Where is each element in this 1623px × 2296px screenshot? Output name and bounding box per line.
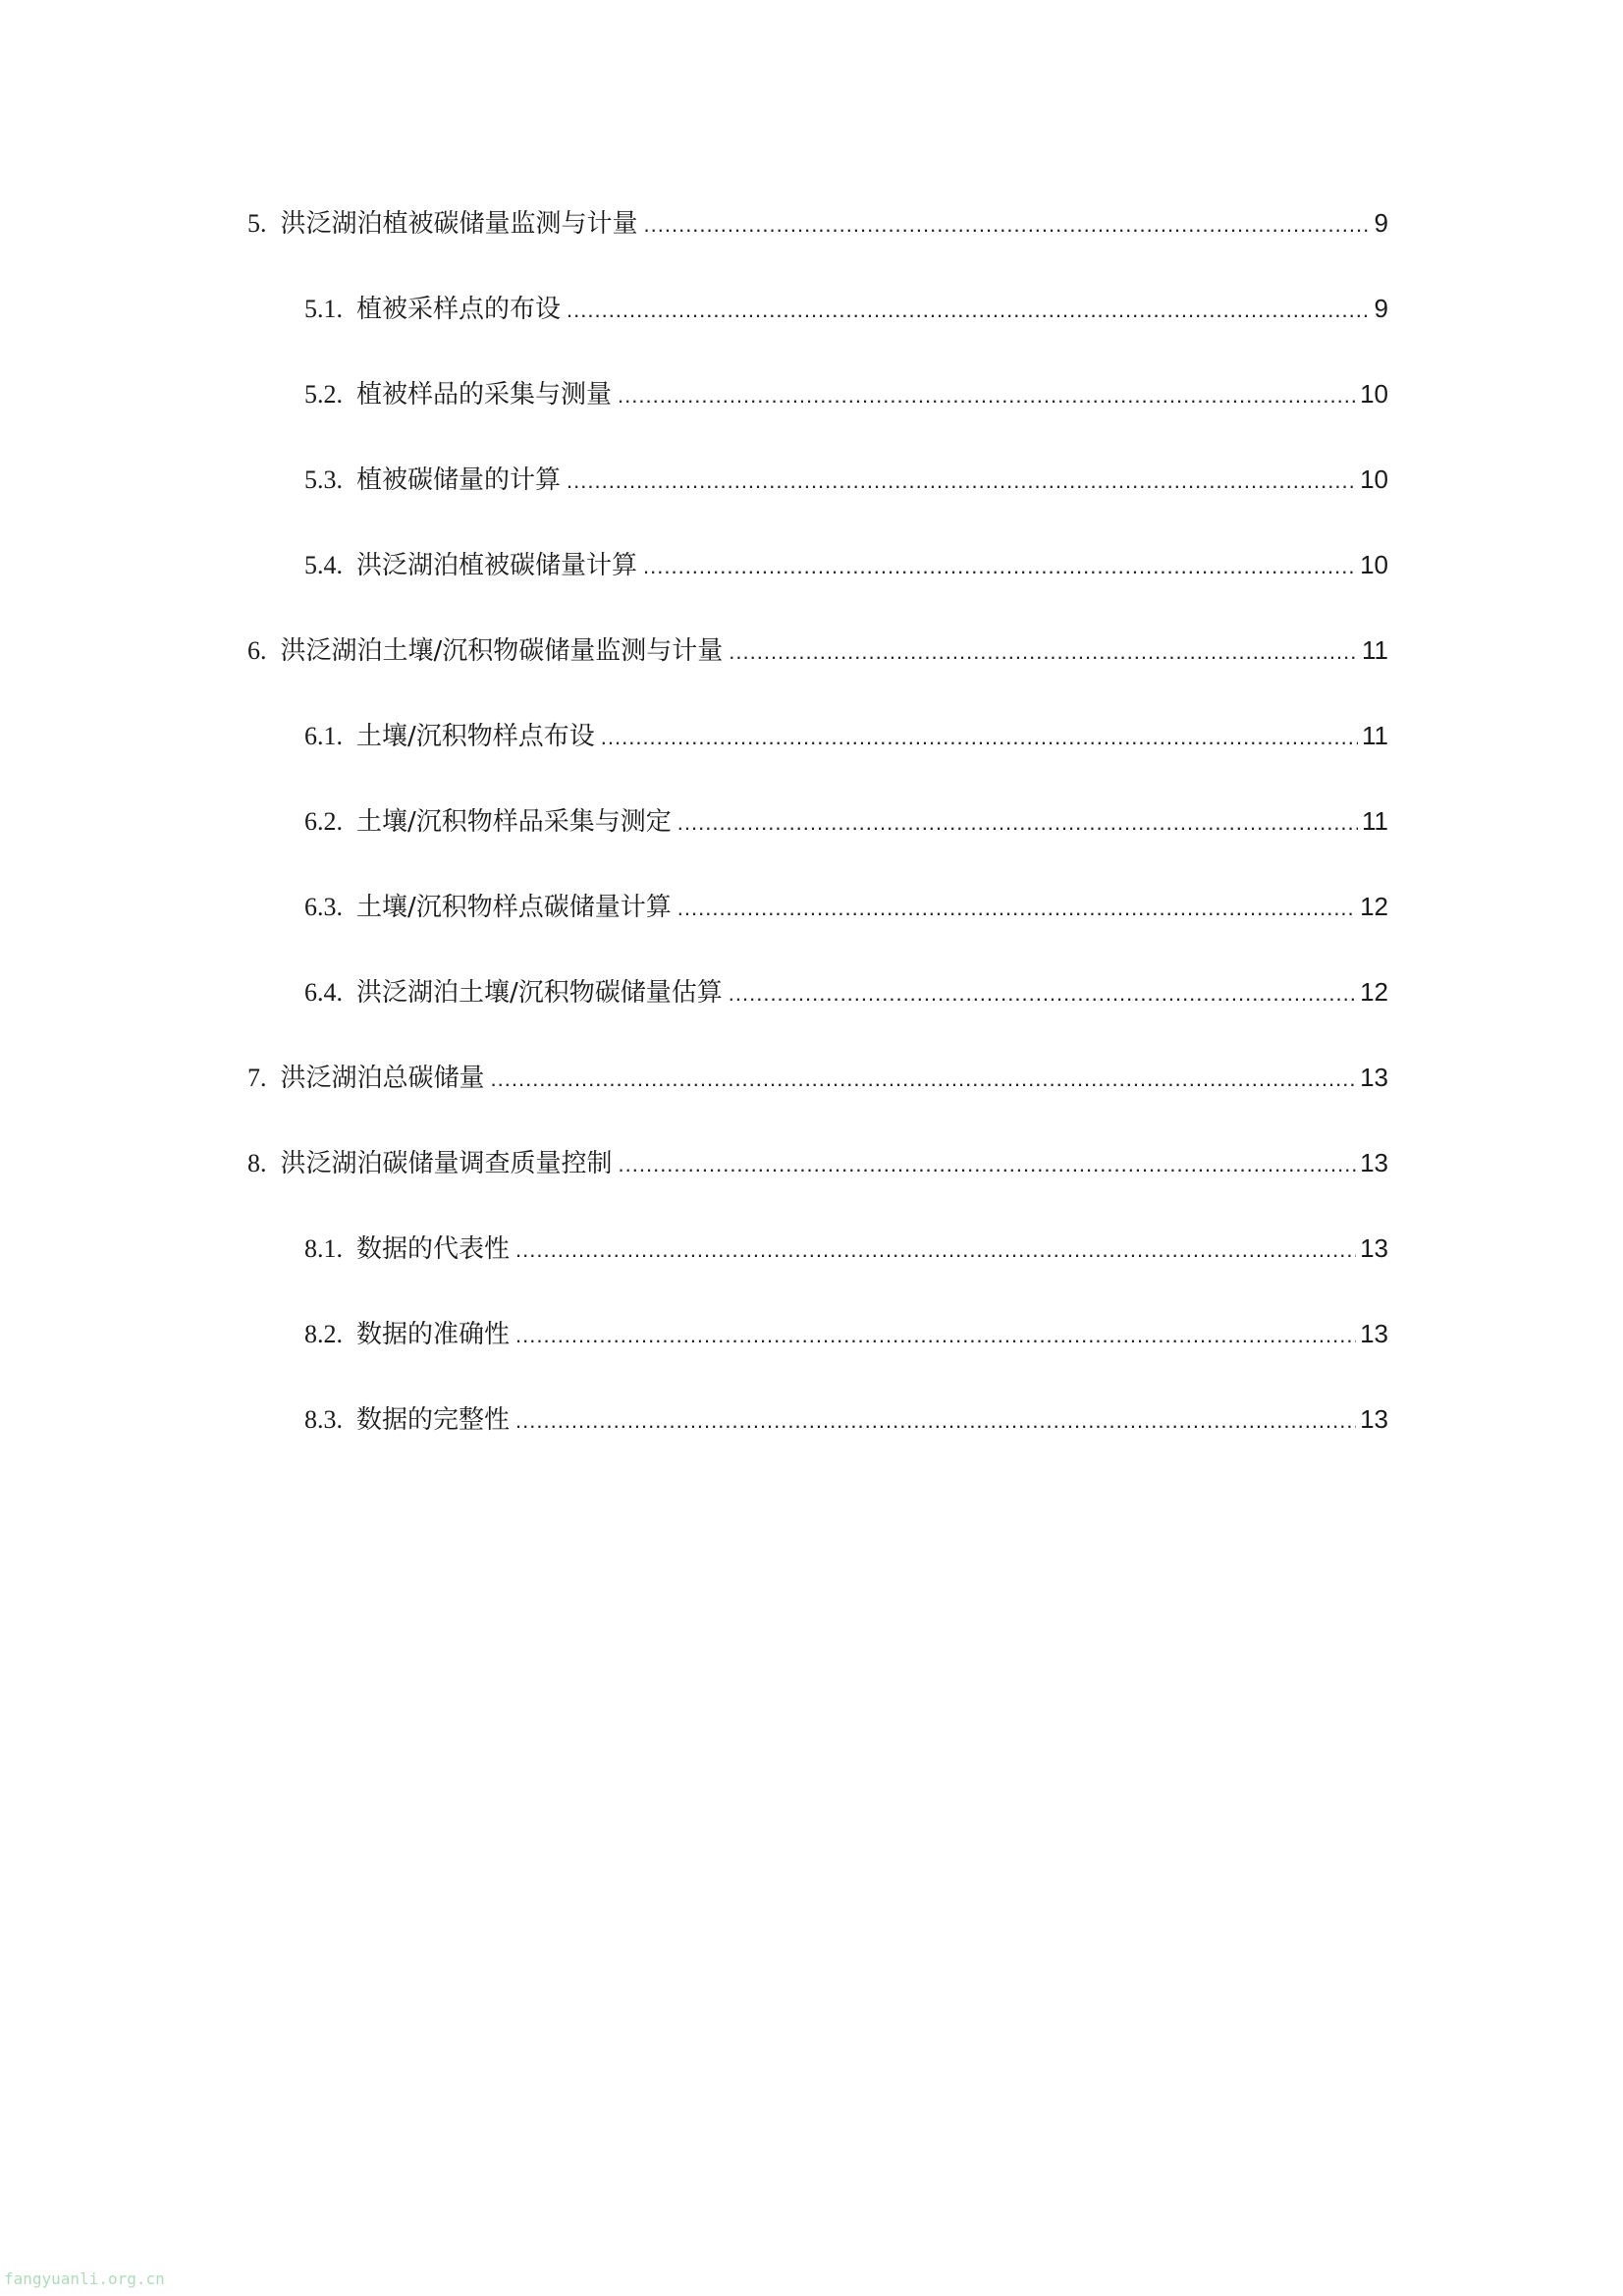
dot-leader xyxy=(618,376,1356,415)
toc-entry-page: 12 xyxy=(1360,892,1388,921)
toc-entry-6[interactable] xyxy=(247,630,1388,670)
dot-leader xyxy=(677,889,1356,928)
toc-entry-title: 土壤/沉积物样点布设 xyxy=(356,722,595,751)
toc-entry-title: 洪泛湖泊植被碳储量计算 xyxy=(356,551,638,580)
toc-entry-8-1[interactable] xyxy=(304,1229,1388,1268)
toc-entry-5-4[interactable] xyxy=(304,545,1388,584)
toc-entry-number: 5. xyxy=(247,209,267,238)
toc-entry-title: 植被采样点的布设 xyxy=(356,295,562,324)
toc-entry-page: 13 xyxy=(1360,1233,1388,1263)
toc-entry-8-3[interactable] xyxy=(304,1399,1388,1439)
toc-entry-number: 6.1. xyxy=(304,722,343,750)
toc-entry-number: 5.4. xyxy=(304,551,343,579)
toc-entry-6-3[interactable] xyxy=(304,887,1388,926)
toc-entry-8[interactable] xyxy=(247,1143,1388,1182)
toc-entry-number: 8.3. xyxy=(304,1405,343,1434)
toc-entry-6-2[interactable] xyxy=(304,801,1388,841)
toc-entry-title: 数据的代表性 xyxy=(356,1234,511,1264)
toc-entry-6-1[interactable] xyxy=(304,716,1388,755)
toc-entry-page: 10 xyxy=(1360,379,1388,409)
toc-entry-number: 5.2. xyxy=(304,380,343,409)
toc-entry-page: 9 xyxy=(1374,294,1388,323)
dot-leader xyxy=(515,1401,1356,1441)
site-watermark: fangyuanli.org.cn xyxy=(4,2269,165,2288)
dot-leader xyxy=(567,462,1356,501)
dot-leader xyxy=(491,1060,1357,1099)
toc-entry-6-4[interactable] xyxy=(304,972,1388,1011)
dot-leader xyxy=(677,803,1358,843)
toc-entry-5-2[interactable] xyxy=(304,374,1388,413)
toc-entry-number: 6.4. xyxy=(304,978,343,1007)
toc-entry-number: 8. xyxy=(247,1149,267,1177)
toc-entry-8-2[interactable] xyxy=(304,1314,1388,1353)
toc-entry-title: 植被样品的采集与测量 xyxy=(356,380,613,410)
toc-entry-page: 11 xyxy=(1362,635,1388,665)
toc-entry-page: 10 xyxy=(1360,550,1388,579)
toc-entry-page: 11 xyxy=(1362,721,1388,750)
toc-entry-title: 洪泛湖泊碳储量调查质量控制 xyxy=(280,1149,613,1178)
toc-entry-page: 13 xyxy=(1360,1404,1388,1434)
dot-leader xyxy=(729,632,1358,672)
toc-entry-title: 洪泛湖泊土壤/沉积物碳储量估算 xyxy=(356,978,723,1008)
dot-leader xyxy=(567,291,1371,330)
toc-entry-number: 5.1. xyxy=(304,295,343,323)
dot-leader xyxy=(643,547,1356,586)
toc-entry-title: 洪泛湖泊植被碳储量监测与计量 xyxy=(280,209,638,239)
toc-entry-page: 13 xyxy=(1360,1148,1388,1177)
toc-entry-number: 7. xyxy=(247,1064,267,1092)
dot-leader xyxy=(729,974,1356,1013)
toc-entry-7[interactable] xyxy=(247,1058,1388,1097)
toc-entry-title: 数据的完整性 xyxy=(356,1405,511,1435)
toc-entry-page: 13 xyxy=(1360,1063,1388,1092)
toc-entry-title: 数据的准确性 xyxy=(356,1320,511,1349)
dot-leader xyxy=(644,205,1371,245)
toc-entry-page: 13 xyxy=(1360,1319,1388,1348)
toc-entry-number: 8.2. xyxy=(304,1320,343,1348)
toc-entry-number: 5.3. xyxy=(304,465,343,494)
toc-entry-title: 土壤/沉积物样点碳储量计算 xyxy=(356,893,672,922)
toc-entry-page: 12 xyxy=(1360,977,1388,1007)
toc-entry-5-3[interactable] xyxy=(304,460,1388,499)
toc-entry-title: 洪泛湖泊土壤/沉积物碳储量监测与计量 xyxy=(280,636,724,666)
dot-leader xyxy=(601,718,1358,757)
toc-entry-5[interactable] xyxy=(247,203,1388,243)
toc-entry-number: 6. xyxy=(247,636,267,665)
toc-entry-number: 6.3. xyxy=(304,893,343,921)
dot-leader xyxy=(515,1230,1356,1270)
toc-entry-number: 6.2. xyxy=(304,807,343,836)
dot-leader xyxy=(619,1145,1357,1184)
toc-entry-page: 9 xyxy=(1374,208,1388,238)
toc-entry-title: 洪泛湖泊总碳储量 xyxy=(280,1064,485,1093)
toc-entry-number: 8.1. xyxy=(304,1234,343,1263)
toc-entry-page: 10 xyxy=(1360,465,1388,494)
toc-entry-page: 11 xyxy=(1362,806,1388,836)
toc-entry-title: 土壤/沉积物样品采集与测定 xyxy=(356,807,672,837)
toc-entry-5-1[interactable] xyxy=(304,289,1388,328)
dot-leader xyxy=(515,1316,1356,1355)
toc-entry-title: 植被碳储量的计算 xyxy=(356,465,562,495)
